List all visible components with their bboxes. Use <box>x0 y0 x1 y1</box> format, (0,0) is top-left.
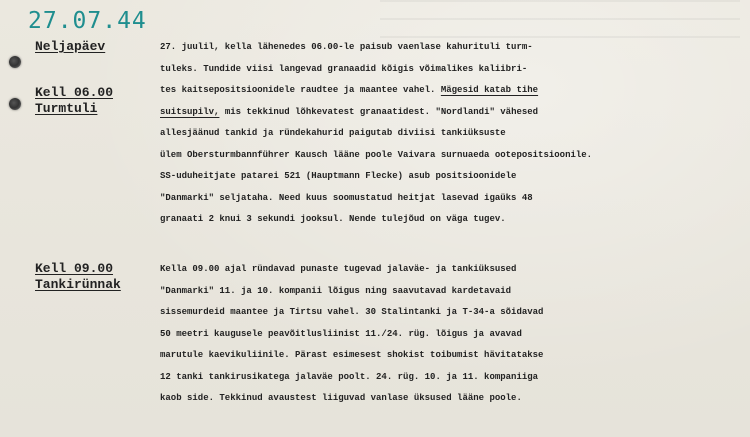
text-line <box>160 80 750 102</box>
margin-label-time: Kell 06.00 <box>35 85 114 100</box>
margin-label-event: Tankirünnak <box>35 277 121 292</box>
underlined-phrase: Mägesid katab tihe <box>440 85 539 95</box>
text-line: "Danmarki" 11. ja 10. kompanii lõigus ning saavutavad kardetavaid <box>160 285 512 296</box>
text-line <box>160 102 750 124</box>
punch-hole <box>9 98 21 110</box>
text-line: granaati 2 knui 3 sekundi jooksul. Nende tulejõud on väga tugev. <box>160 214 506 224</box>
text-line: 27. juulil, kella lähenedes 06.00-le paisub vaenlase kahurituli turm- <box>160 42 533 52</box>
text-fragment: tes kaitsepositsioonidele raudtee ja maantee vahel. <box>160 85 436 95</box>
text-line: kaob side. Tekkinud avaustest liiguvad vanlase üksused lääne poole. <box>160 393 522 403</box>
margin-label-time: Kell 09.00 <box>35 261 114 276</box>
text-line: tuleks. Tundide viisi langevad granaadid kõigis võimalikes kaliibri- <box>160 63 528 74</box>
text-line: 50 meetri kaugusele peavõitlusliinist 11./24. rüg. lõigus ja avavad <box>160 328 522 339</box>
paragraph-1 <box>160 37 750 231</box>
date-stamp: 27.07.44 <box>28 8 147 34</box>
margin-label-event: Turmtuli <box>35 101 98 116</box>
paragraph-2 <box>160 259 750 410</box>
text-line: marutule kaevikuliinile. Pärast esimesest shokist toibumist hävitatakse <box>160 350 544 360</box>
margin-label-day: Neljapäev <box>35 39 106 54</box>
text-line: sissemurdeid maantee ja Tirtsu vahel. 30 Stalintanki ja T-34-a sõidavad <box>160 307 544 317</box>
text-fragment: mis tekkinud lõhkevatest granaatidest. "Nordlandi" vähesed <box>219 106 539 117</box>
text-line: Kella 09.00 ajal ründavad punaste tugevad jalaväe- ja tankiüksused <box>160 264 517 274</box>
text-line: ülem Obersturmbannführer Kausch lääne poole Vaivara surnuaeda ootepositsioonile. <box>160 149 593 160</box>
text-line: 12 tanki tankirusikatega jalaväe poolt. 24. rüg. 10. ja 11. kompaniiga <box>160 371 539 382</box>
text-line: allesjäänud tankid ja ründekahurid paigutab diviisi tankiüksuste <box>160 128 506 138</box>
text-line: "Danmarki" seljataha. Need kuus soomustatud heitjat lasevad igaüks 48 <box>160 192 533 203</box>
underlined-phrase: suitsupilv, <box>160 106 220 117</box>
text-line: SS-uduheitjate patarei 521 (Hauptmann Flecke) asub positsioonidele <box>160 171 517 181</box>
punch-hole <box>9 56 21 68</box>
